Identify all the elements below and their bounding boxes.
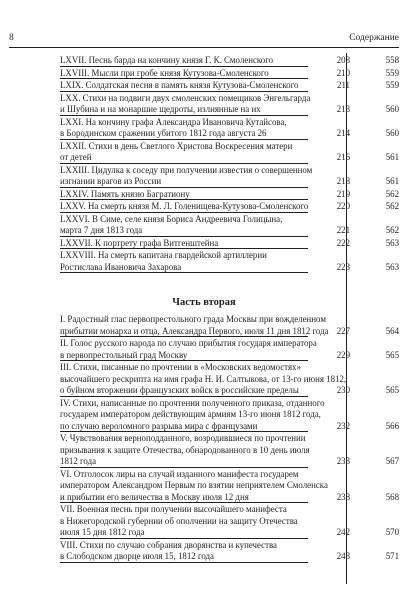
toc-entry-title-line: высочайшего рескрипта на имя графа Н. И. Салтыкова, от 13-го июня 1812, <box>60 373 346 384</box>
toc-entry-title-line: изгнании врагов из России <box>60 176 162 186</box>
toc-entry <box>60 141 399 165</box>
toc-entry-title-line: LXXIII. Цидулка к соседу при получении известия о совершенном <box>60 164 313 175</box>
toc-entry-title-line: LXXIV. Память князю Багратиону <box>60 188 190 199</box>
text-page-number: 243 <box>336 551 350 561</box>
commentary-page-number: 558 <box>385 55 399 65</box>
commentary-page-number: 565 <box>385 349 399 360</box>
toc-entry-title-line: императором Александром Первым по взятии неприятелем Смоленска <box>60 480 328 490</box>
toc-entry <box>60 201 399 214</box>
text-page-number: 223 <box>336 261 350 272</box>
toc-entry-title-line: и Шубина и на монаршие щедроты, излиянные на их <box>60 104 261 114</box>
commentary-page-number: 560 <box>385 104 399 114</box>
page-number: 8 <box>9 33 14 43</box>
toc-entry-title-line: июля 15 дня 1812 года <box>60 527 145 537</box>
commentary-page-number: 563 <box>385 261 399 272</box>
text-page-number: 210 <box>336 67 350 78</box>
text-page-number: 219 <box>336 188 350 199</box>
toc-entry-title-line: LXX. Стихи на подвиги двух смоленских помещиков Энгельгарда <box>60 92 311 103</box>
commentary-page-number: 562 <box>385 225 399 235</box>
commentary-page-number: 570 <box>385 527 399 537</box>
text-page-number: 227 <box>336 325 350 336</box>
toc-entry <box>60 314 399 338</box>
toc-entry <box>60 165 399 189</box>
toc-entry-title-line: в Бородинском сражении убитого 1812 года августа 26 <box>60 128 267 138</box>
toc-entry <box>60 504 399 540</box>
toc-entry <box>60 68 399 81</box>
toc-entry-title-line: LXVII. Песнь барда на кончину князя Г. К. Смоленского <box>60 55 274 65</box>
toc-entry-title-line: в Слободском дворце июля 15, 1812 года <box>60 551 214 561</box>
part-two-toc <box>60 314 399 564</box>
toc-entry <box>60 540 399 564</box>
text-page-number: 208 <box>336 55 350 65</box>
commentary-page-number: 562 <box>385 201 399 211</box>
commentary-page-number: 563 <box>385 237 399 248</box>
text-page-number: 216 <box>336 152 350 162</box>
text-page-number: 220 <box>336 201 350 211</box>
text-page-number: 233 <box>336 456 350 466</box>
toc-entry-title-line: в Нижегородской губернии об ополчении на защиту Отечества <box>60 515 298 526</box>
commentary-page-number: 567 <box>385 456 399 466</box>
commentary-page-number: 564 <box>385 325 399 336</box>
text-page-number: 230 <box>336 385 350 395</box>
commentary-page-number: 561 <box>385 152 399 162</box>
section-title-part-two: Часть вторая <box>172 297 236 308</box>
commentary-page-number: 561 <box>385 176 399 186</box>
running-header <box>9 33 399 47</box>
text-page-number: 242 <box>336 527 350 537</box>
commentary-page-number: 559 <box>385 80 399 90</box>
toc-entry-title-line: LXVIII. Мысли при гробе князя Кутузова-Смоленского <box>60 67 269 78</box>
toc-entry <box>60 362 399 398</box>
toc-entry-title-line: IV. Стихи, написанные по прочтении полученного приказа, отданного <box>60 397 325 408</box>
text-page-number: 213 <box>336 104 350 114</box>
toc-entry <box>60 398 399 434</box>
toc-entry-title-line: LXXII. Стихи в день Светлого Христова Воскресения матери <box>60 140 293 151</box>
toc-entry-title-line: 1812 года <box>60 456 97 466</box>
toc-entry <box>60 469 399 505</box>
commentary-page-number: 571 <box>385 551 399 561</box>
toc-entry-title-line: в первопрестольный град Москву <box>60 349 188 360</box>
toc-entry-title-line: VIII. Стихи по случаю собрания дворянства и купечества <box>60 539 277 550</box>
toc-entry <box>60 117 399 141</box>
running-title: Содержание <box>349 33 399 43</box>
toc-entry-title-line: III. Стихи, писанные по прочтении в «Московских ведомостях» <box>60 362 301 372</box>
text-page-number: 222 <box>336 237 350 248</box>
text-page-number: 218 <box>336 176 350 186</box>
text-page-number: 221 <box>336 225 350 235</box>
toc-entry <box>60 55 399 68</box>
toc-entry <box>60 80 399 93</box>
toc-entry <box>60 214 399 238</box>
toc-entry-title-line: LXXI. На кончину графа Александра Ивановича Кутайсова, <box>60 116 287 127</box>
text-page-number: 232 <box>336 420 350 431</box>
toc-entry-title-line: и прибытии его величества в Москву июля 12 дня <box>60 491 249 502</box>
toc-entry-title-line: марта 7 дня 1813 года <box>60 225 143 235</box>
text-page-number: 229 <box>336 349 350 360</box>
commentary-page-number: 562 <box>385 188 399 199</box>
toc-entry-title-line: от детей <box>60 152 92 162</box>
toc-entry-title-line: LXIX. Солдатская песня в память князя Кутузова-Смоленского <box>60 80 299 90</box>
toc-entry-title-line: о буйном вторжении французских войск в российские пределы <box>60 385 299 395</box>
commentary-page-number: 565 <box>385 385 399 395</box>
toc-entry <box>60 93 399 117</box>
toc-entry <box>60 189 399 202</box>
toc-entry-title-line: LXXV. На смерть князя М. Л. Голенищева-Кутузова-Смоленского <box>60 201 309 211</box>
text-page-number: 214 <box>336 128 350 138</box>
text-page-number: 238 <box>336 491 350 502</box>
text-page-number: 211 <box>337 80 350 90</box>
toc-entry-title-line: VI. Отголосок лиры на случай изданного манифеста государем <box>60 468 299 479</box>
toc-entry <box>60 338 399 362</box>
toc-entry-title-line: LXXVII. К портрету графа Витгенштейна <box>60 237 219 248</box>
toc-entry-title-line: V. Чувствования верноподданного, возродившиеся по прочтении <box>60 433 306 443</box>
toc-entry-title-line: VII. Военная песнь при получении высочайшего манифеста <box>60 504 287 514</box>
toc-entry-title-line: II. Голос русского народа по случаю прибытия государя императора <box>60 338 317 348</box>
toc-entry-title-line: Ростислава Ивановича Захарова <box>60 261 182 272</box>
commentary-page-number: 568 <box>385 491 399 502</box>
header-rule <box>9 47 399 48</box>
toc-entry-title-line: I. Радостный глас первопрестольного града Москвы при вожделенном <box>60 314 326 324</box>
commentary-page-number: 560 <box>385 128 399 138</box>
toc-entry-title-line: государем императором действующим армиям 13-го июня 1812 года, <box>60 409 321 419</box>
toc-entry-title-line: LXXVI. В Симе, селе князя Бориса Андреевича Голицына, <box>60 213 283 224</box>
toc-entry-title-line: LXXVIII. На смерть капитана гвардейской артиллерии <box>60 250 267 260</box>
toc-entry <box>60 250 399 274</box>
commentary-page-number: 566 <box>385 420 399 431</box>
toc-entry-title-line: по случаю вероломного разрыва мира с французами <box>60 420 258 431</box>
toc-entry <box>60 238 399 251</box>
toc-entry-title-line: прибытии монарха и отца, Александра Первого, июля 11 дня 1812 года <box>60 325 329 336</box>
part-one-toc <box>60 55 399 274</box>
toc-entry <box>60 433 399 469</box>
commentary-page-number: 559 <box>385 67 399 78</box>
toc-entry-title-line: призывания к защите Отечества, обнародованного в 10 день июля <box>60 444 310 455</box>
